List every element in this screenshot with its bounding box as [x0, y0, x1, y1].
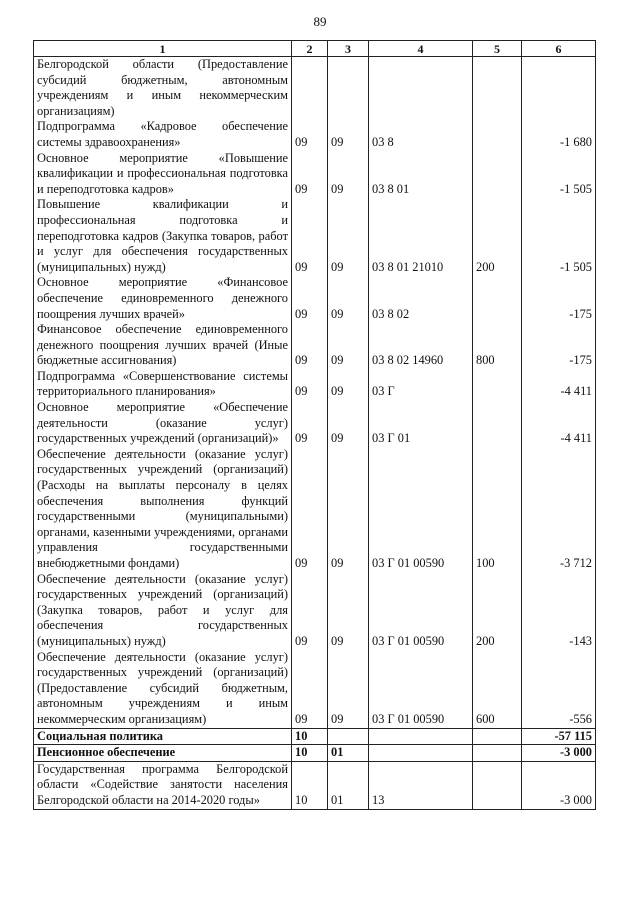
row-c3-cell: [328, 57, 369, 120]
row-c3-cell: 09: [328, 275, 369, 322]
row-c2-cell: 09: [292, 400, 328, 447]
row-c5-cell: [473, 119, 522, 150]
table-row: [34, 275, 596, 322]
column-header-6: 6: [522, 41, 596, 57]
row-c4-cell: 03 8 02 14960: [369, 322, 473, 369]
row-c2-cell: 10: [292, 728, 328, 745]
table-row: [34, 322, 596, 369]
table-row: [34, 761, 596, 809]
row-c2-cell: 09: [292, 197, 328, 275]
column-header-3: 3: [328, 41, 369, 57]
row-c4-cell: [369, 728, 473, 745]
table-row: [34, 728, 596, 745]
table-row: [34, 745, 596, 762]
row-c6-cell: -143: [522, 572, 596, 650]
column-header-1: 1: [34, 41, 292, 57]
row-c5-cell: 600: [473, 650, 522, 728]
table-body: [34, 57, 596, 810]
row-name-cell: Повышение квалификации и профессиональная подготовка и переподготовка кадров (Закупка товаров, работ и услуг для обеспечения государственных (муниципальных) нужд): [34, 197, 292, 275]
row-name-cell: Социальная политика: [34, 728, 292, 745]
row-c6-cell: -1 680: [522, 119, 596, 150]
row-c6-cell: -3 000: [522, 745, 596, 762]
row-name-cell: Финансовое обеспечение единовременного денежного поощрения лучших врачей (Иные бюджетные ассигнования): [34, 322, 292, 369]
row-c2-cell: 09: [292, 322, 328, 369]
row-c5-cell: 100: [473, 447, 522, 572]
row-c2-cell: 09: [292, 151, 328, 198]
row-c4-cell: 03 Г 01 00590: [369, 650, 473, 728]
row-c4-cell: 03 8: [369, 119, 473, 150]
row-name-cell: Основное мероприятие «Финансовое обеспечение единовременного денежного поощрения лучших врачей»: [34, 275, 292, 322]
row-c4-cell: [369, 745, 473, 762]
row-c5-cell: [473, 275, 522, 322]
row-c6-cell: -3 000: [522, 761, 596, 809]
row-c6-cell: -4 411: [522, 400, 596, 447]
table-row: [34, 57, 596, 120]
row-c3-cell: 01: [328, 745, 369, 762]
row-c3-cell: 09: [328, 400, 369, 447]
row-c3-cell: 09: [328, 650, 369, 728]
row-c5-cell: [473, 728, 522, 745]
row-name-cell: Обеспечение деятельности (оказание услуг) государственных учреждений (организаций) (Предоставление субсидий бюджетным, автономным учреждениям и иным некоммерческим организациям): [34, 650, 292, 728]
row-c3-cell: 01: [328, 761, 369, 809]
row-c5-cell: [473, 369, 522, 400]
row-c2-cell: 09: [292, 275, 328, 322]
table-row: [34, 119, 596, 150]
row-c4-cell: 13: [369, 761, 473, 809]
row-c6-cell: -57 115: [522, 728, 596, 745]
row-c2-cell: [292, 57, 328, 120]
budget-table: [33, 40, 596, 810]
row-c4-cell: [369, 57, 473, 120]
row-c3-cell: [328, 728, 369, 745]
table-row: [34, 572, 596, 650]
row-c3-cell: 09: [328, 572, 369, 650]
row-c2-cell: 10: [292, 761, 328, 809]
column-header-4: 4: [369, 41, 473, 57]
table-row: [34, 650, 596, 728]
row-name-cell: Обеспечение деятельности (оказание услуг) государственных учреждений (организаций) (Расходы на выплаты персоналу в целях обеспечения выполнения функций государственными (муниципальными) органами, казенными учреждениями, органами управления государственными внебюджетными фондами): [34, 447, 292, 572]
row-name-cell: Основное мероприятие «Обеспечение деятельности (оказание услуг) государственных учреждений (организаций)»: [34, 400, 292, 447]
row-c6-cell: -175: [522, 275, 596, 322]
row-c4-cell: 03 Г: [369, 369, 473, 400]
row-c3-cell: 09: [328, 119, 369, 150]
row-c5-cell: [473, 761, 522, 809]
row-c2-cell: 09: [292, 369, 328, 400]
row-c4-cell: 03 Г 01 00590: [369, 447, 473, 572]
row-c6-cell: [522, 57, 596, 120]
row-c3-cell: 09: [328, 369, 369, 400]
table-row: [34, 369, 596, 400]
row-c5-cell: 800: [473, 322, 522, 369]
column-header-5: 5: [473, 41, 522, 57]
row-name-cell: Государственная программа Белгородской области «Содействие занятости населения Белгородской области на 2014-2020 годы»: [34, 761, 292, 809]
row-c3-cell: 09: [328, 322, 369, 369]
row-c5-cell: [473, 151, 522, 198]
row-c4-cell: 03 8 01: [369, 151, 473, 198]
row-c2-cell: 09: [292, 119, 328, 150]
row-c5-cell: [473, 745, 522, 762]
row-c3-cell: 09: [328, 447, 369, 572]
row-c6-cell: -175: [522, 322, 596, 369]
row-c6-cell: -4 411: [522, 369, 596, 400]
row-c4-cell: 03 8 02: [369, 275, 473, 322]
table-row: [34, 151, 596, 198]
column-header-2: 2: [292, 41, 328, 57]
row-c5-cell: [473, 400, 522, 447]
row-c4-cell: 03 Г 01 00590: [369, 572, 473, 650]
row-c5-cell: [473, 57, 522, 120]
row-c3-cell: 09: [328, 197, 369, 275]
row-name-cell: Подпрограмма «Кадровое обеспечение системы здравоохранения»: [34, 119, 292, 150]
row-name-cell: Белгородской области (Предоставление субсидий бюджетным, автономным учреждениям и иным некоммерческим организациям): [34, 57, 292, 120]
row-c2-cell: 09: [292, 447, 328, 572]
row-c6-cell: -1 505: [522, 197, 596, 275]
table-row: [34, 447, 596, 572]
row-c4-cell: 03 8 01 21010: [369, 197, 473, 275]
row-c2-cell: 10: [292, 745, 328, 762]
row-c6-cell: -3 712: [522, 447, 596, 572]
row-c2-cell: 09: [292, 650, 328, 728]
row-c4-cell: 03 Г 01: [369, 400, 473, 447]
page-number: 89: [313, 14, 327, 29]
row-c3-cell: 09: [328, 151, 369, 198]
row-c6-cell: -556: [522, 650, 596, 728]
table-row: [34, 197, 596, 275]
row-name-cell: Основное мероприятие «Повышение квалификации и профессиональная подготовка и переподготовка кадров»: [34, 151, 292, 198]
row-c5-cell: 200: [473, 197, 522, 275]
row-name-cell: Обеспечение деятельности (оказание услуг) государственных учреждений (организаций) (Закупка товаров, работ и услуг для обеспечения государственных (муниципальных) нужд): [34, 572, 292, 650]
row-name-cell: Подпрограмма «Совершенствование системы территориального планирования»: [34, 369, 292, 400]
row-c6-cell: -1 505: [522, 151, 596, 198]
table-row: [34, 400, 596, 447]
row-name-cell: Пенсионное обеспечение: [34, 745, 292, 762]
row-c2-cell: 09: [292, 572, 328, 650]
row-c5-cell: 200: [473, 572, 522, 650]
table-header-row: [34, 41, 596, 57]
